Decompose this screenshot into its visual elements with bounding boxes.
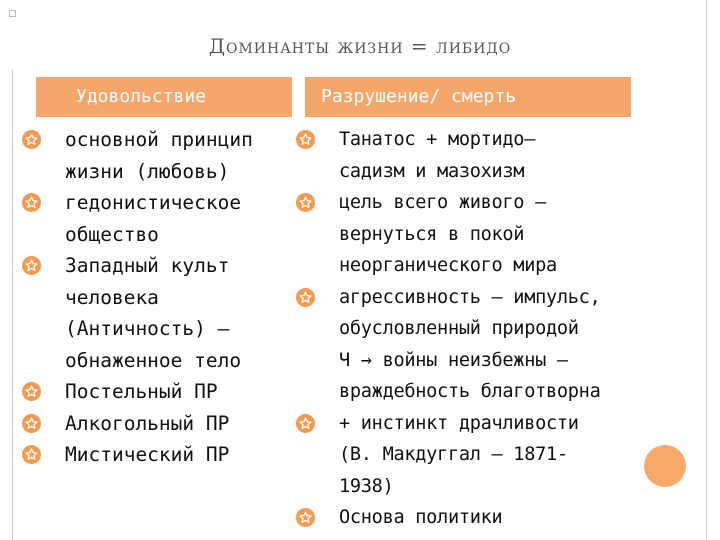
list-item-text: Западный культ человека (Античность) – обнаженное тело xyxy=(65,254,242,372)
star-bullet-icon xyxy=(296,193,315,212)
list-item xyxy=(296,408,636,503)
list-item-text: Основа политики xyxy=(339,507,503,528)
corner-square xyxy=(9,10,16,17)
list-item xyxy=(296,282,636,408)
list-item-text: Алкогольный ПР xyxy=(65,411,230,435)
star-bullet-icon xyxy=(22,414,41,433)
slide-title-text: Доминанты жизни = либидо xyxy=(208,34,512,58)
list-item-text: + инстинкт драчливости (В. Макдуггал – 1871- 1938) xyxy=(339,412,579,497)
list-item xyxy=(296,502,636,534)
star-bullet-icon xyxy=(22,256,41,275)
header-right xyxy=(305,77,631,117)
header-right-label: Разрушение/ смерть xyxy=(321,86,517,107)
star-bullet-icon xyxy=(22,382,41,401)
right-column xyxy=(296,124,636,534)
list-item xyxy=(22,124,307,187)
left-rule xyxy=(12,70,13,540)
list-item xyxy=(22,408,307,440)
right-rule xyxy=(706,0,707,540)
list-item xyxy=(296,187,636,282)
list-item-text: основной принцип жизни (любовь) xyxy=(65,128,253,183)
slide-title xyxy=(0,34,720,58)
star-bullet-icon xyxy=(296,508,315,527)
header-left-label: Удовольствие xyxy=(76,86,207,107)
list-item-text: цель всего живого – вернуться в покой неорганического мира xyxy=(339,192,557,276)
list-item xyxy=(22,439,307,471)
list-item xyxy=(22,250,307,376)
list-item xyxy=(22,187,307,250)
list-item-text: Мистический ПР xyxy=(65,443,230,466)
decorative-circle xyxy=(644,445,686,487)
left-column xyxy=(22,124,307,471)
list-item-text: Танатос + мортидо– садизм и мазохизм xyxy=(339,129,536,182)
list-item xyxy=(296,124,636,187)
header-left xyxy=(36,77,292,117)
star-bullet-icon xyxy=(296,414,315,433)
star-bullet-icon xyxy=(296,130,315,149)
list-item-text: Постельный ПР xyxy=(65,380,218,403)
list-item-text: агрессивность – импульс, обусловленный природой Ч → войны неизбежны – враждебность благотворна xyxy=(339,286,601,402)
star-bullet-icon xyxy=(22,130,41,149)
star-bullet-icon xyxy=(22,445,41,464)
star-bullet-icon xyxy=(296,288,315,307)
list-item xyxy=(22,376,307,408)
list-item-text: гедонистическое общество xyxy=(65,191,242,246)
star-bullet-icon xyxy=(22,193,41,212)
